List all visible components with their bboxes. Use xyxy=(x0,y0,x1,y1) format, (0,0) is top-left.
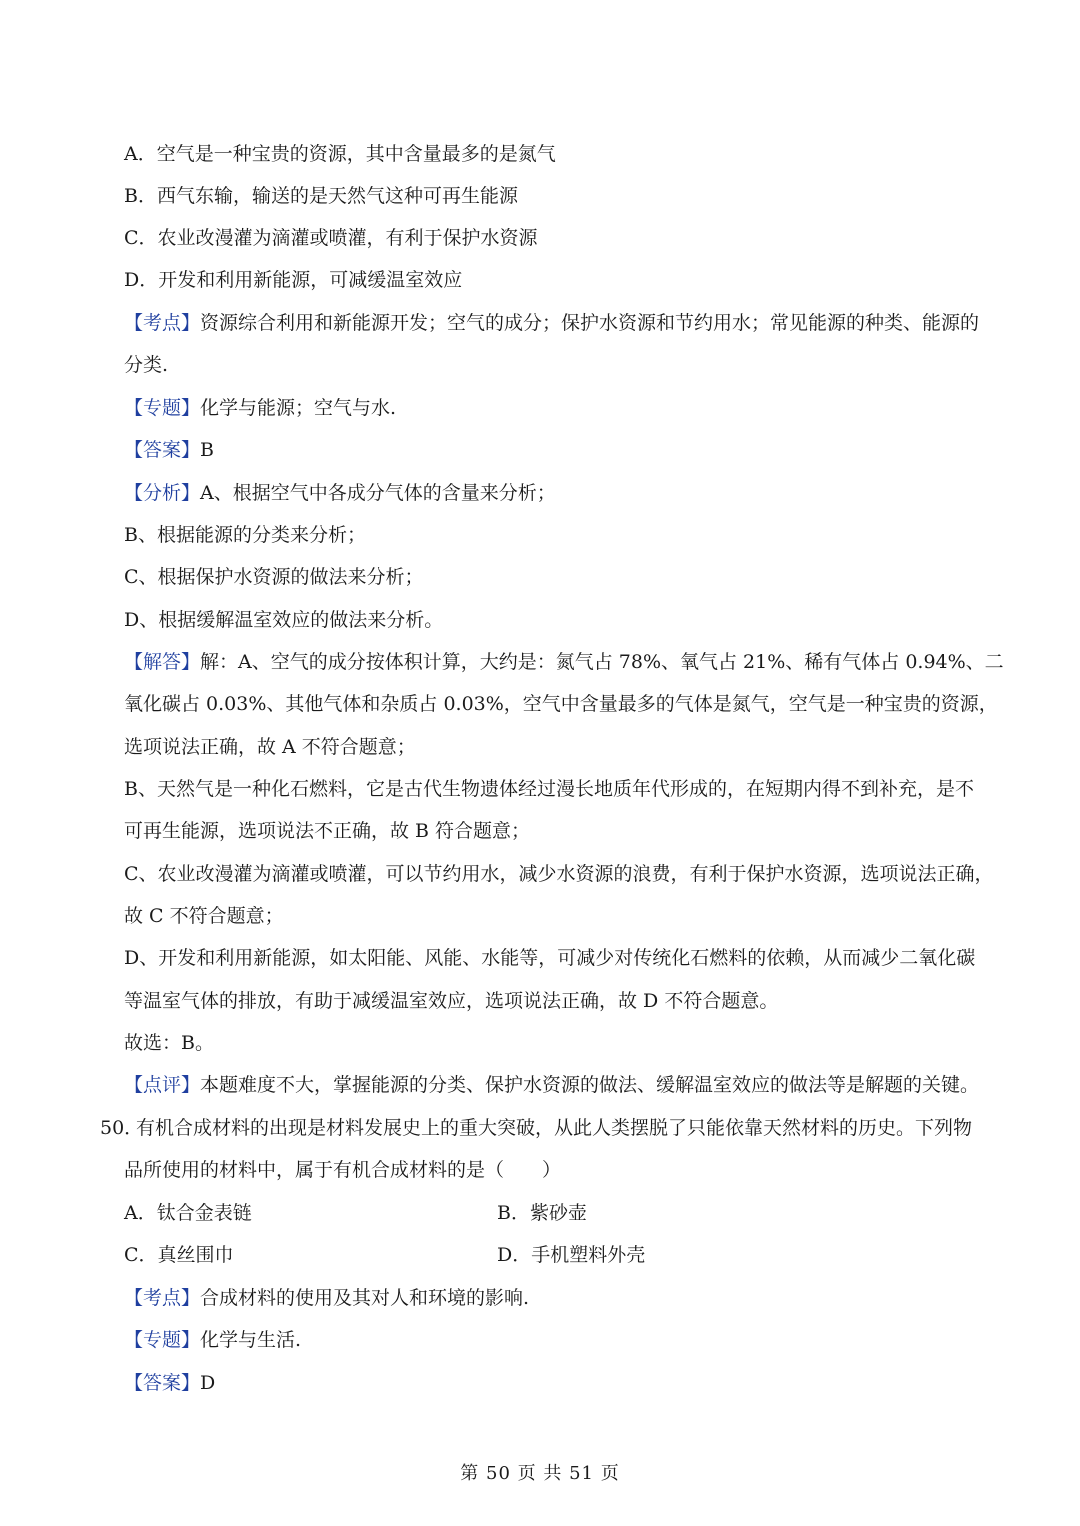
q49-guxuan: 故选：B。 xyxy=(124,1032,214,1054)
q50-kaodian xyxy=(124,1286,529,1310)
jieda-text: 解：A、空气的成分按体积计算，大约是：氮气占 78%、氧气占 21%、稀有气体占 0.94%、二 xyxy=(200,651,1004,673)
jieda-tag: 【解答】 xyxy=(124,651,201,673)
q49-jieda xyxy=(124,650,1004,674)
q49-daan xyxy=(124,438,214,462)
q49-jieda-line8: D、开发和利用新能源，如太阳能、风能、水能等，可减少对传统化石燃料的依赖，从而减少二氧化碳 xyxy=(124,947,976,969)
kaodian-tag: 【考点】 xyxy=(124,1287,201,1309)
q50-daan xyxy=(124,1371,215,1395)
q49-jieda-line7: 故 C 不符合题意； xyxy=(124,905,284,927)
q50-zhuanti xyxy=(124,1328,301,1352)
zhuanti-tag: 【专题】 xyxy=(124,1329,201,1351)
q49-option-c: C．农业改漫灌为滴灌或喷灌，有利于保护水资源 xyxy=(124,227,538,249)
daan-text: B xyxy=(200,439,214,461)
q49-jieda-line5: 可再生能源，选项说法不正确，故 B 符合题意； xyxy=(124,820,531,842)
q49-jieda-line3: 选项说法正确，故 A 不符合题意； xyxy=(124,736,416,758)
q49-fenxi-b: B、根据能源的分类来分析； xyxy=(124,524,366,546)
daan-tag: 【答案】 xyxy=(124,1372,201,1394)
q49-dianping xyxy=(124,1073,979,1097)
page-footer: 第 50 页 共 51 页 xyxy=(460,1463,620,1484)
zhuanti-tag: 【专题】 xyxy=(124,397,201,419)
daan-text: D xyxy=(200,1372,216,1394)
zhuanti-text: 化学与能源；空气与水. xyxy=(200,397,397,419)
q49-kaodian xyxy=(124,311,979,335)
q49-jieda-line2: 氧化碳占 0.03%、其他气体和杂质占 0.03%，空气中含量最多的气体是氮气，空气是一种宝贵的资源， xyxy=(124,693,998,715)
q49-fenxi xyxy=(124,481,556,505)
q50-option-c: C．真丝围巾 xyxy=(124,1244,234,1266)
q49-zhuanti xyxy=(124,396,396,420)
kaodian-text: 资源综合利用和新能源开发；空气的成分；保护水资源和节约用水；常见能源的种类、能源的 xyxy=(200,312,980,334)
q49-fenxi-c: C、根据保护水资源的做法来分析； xyxy=(124,566,424,588)
q49-jieda-line4: B、天然气是一种化石燃料，它是古代生物遗体经过漫长地质年代形成的，在短期内得不到补充，是不 xyxy=(124,778,974,800)
q50-option-b: B．紫砂壶 xyxy=(497,1202,587,1224)
fenxi-text: A、根据空气中各成分气体的含量来分析； xyxy=(200,482,556,504)
fenxi-tag: 【分析】 xyxy=(124,482,201,504)
kaodian-tag: 【考点】 xyxy=(124,312,201,334)
dianping-tag: 【点评】 xyxy=(124,1074,201,1096)
q49-option-a: A．空气是一种宝贵的资源，其中含量最多的是氮气 xyxy=(124,143,556,165)
dianping-text: 本题难度不大，掌握能源的分类、保护水资源的做法、缓解温室效应的做法等是解题的关键。 xyxy=(200,1074,980,1096)
q50-stem-line2: 品所使用的材料中，属于有机合成材料的是（ ） xyxy=(124,1159,562,1181)
q50-number: 50． xyxy=(100,1117,144,1139)
zhuanti-text: 化学与生活. xyxy=(200,1329,302,1351)
daan-tag: 【答案】 xyxy=(124,439,201,461)
q49-jieda-line9: 等温室气体的排放，有助于减缓温室效应，选项说法正确，故 D 不符合题意。 xyxy=(124,990,779,1012)
q49-option-d: D．开发和利用新能源，可减缓温室效应 xyxy=(124,269,463,291)
kaodian-text: 合成材料的使用及其对人和环境的影响. xyxy=(200,1287,530,1309)
q49-fenxi-d: D、根据缓解温室效应的做法来分析。 xyxy=(124,609,444,631)
q49-kaodian-cont: 分类. xyxy=(124,354,169,376)
q50-stem-line1: 有机合成材料的出现是材料发展史上的重大突破，从此人类摆脱了只能依靠天然材料的历史。下列物 xyxy=(136,1117,973,1139)
q49-jieda-line6: C、农业改漫灌为滴灌或喷灌，可以节约用水，减少水资源的浪费，有利于保护水资源，选项说法正确， xyxy=(124,863,994,885)
q50-option-a: A．钛合金表链 xyxy=(124,1202,252,1224)
q50-option-d: D．手机塑料外壳 xyxy=(497,1244,646,1266)
q49-option-b: B．西气东输，输送的是天然气这种可再生能源 xyxy=(124,185,518,207)
